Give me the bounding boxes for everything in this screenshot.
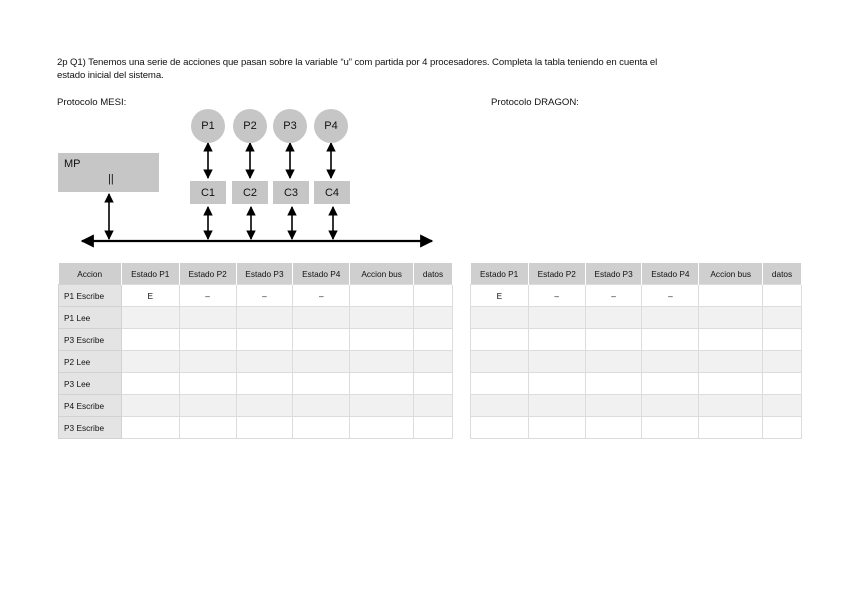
dragon-header-cell: datos — [763, 263, 802, 285]
mesi-row-label: P3 Escribe — [59, 329, 122, 351]
mesi-cell[interactable]: – — [236, 285, 293, 307]
mesi-cell[interactable] — [350, 307, 414, 329]
mesi-cell[interactable] — [179, 417, 236, 439]
dragon-cell[interactable] — [528, 373, 585, 395]
mesi-cell[interactable] — [179, 351, 236, 373]
mesi-cell[interactable] — [350, 395, 414, 417]
mesi-header-cell: Estado P4 — [293, 263, 350, 285]
processor-p1: P1 — [191, 109, 225, 143]
mesi-row-label: P3 Escribe — [59, 417, 122, 439]
mesi-cell[interactable] — [414, 395, 453, 417]
mesi-cell[interactable] — [293, 417, 350, 439]
mesi-cell[interactable]: E — [121, 285, 179, 307]
mesi-cell[interactable] — [121, 373, 179, 395]
dragon-cell[interactable] — [471, 417, 529, 439]
mesi-protocol-label: Protocolo MESI: — [57, 97, 127, 108]
dragon-table-row — [471, 307, 802, 329]
mesi-cell[interactable] — [414, 417, 453, 439]
mesi-header-cell: Accion — [59, 263, 122, 285]
dragon-table-row — [471, 351, 802, 373]
mesi-cell[interactable] — [236, 307, 293, 329]
mesi-cell[interactable] — [350, 329, 414, 351]
dragon-cell[interactable]: – — [528, 285, 585, 307]
dragon-cell[interactable] — [471, 395, 529, 417]
dragon-cell[interactable] — [763, 329, 802, 351]
cache-c1: C1 — [190, 181, 226, 204]
dragon-cell[interactable] — [699, 307, 763, 329]
cache-c3: C3 — [273, 181, 309, 204]
mesi-cell[interactable]: – — [293, 285, 350, 307]
dragon-cell[interactable] — [471, 307, 529, 329]
dragon-cell[interactable] — [763, 395, 802, 417]
mesi-header-cell: Estado P3 — [236, 263, 293, 285]
dragon-table-row — [471, 329, 802, 351]
dragon-cell[interactable] — [528, 351, 585, 373]
mesi-cell[interactable] — [414, 285, 453, 307]
mesi-table-row — [59, 373, 453, 395]
dragon-header-row — [471, 263, 802, 285]
dragon-table-row — [471, 395, 802, 417]
dragon-cell[interactable] — [528, 329, 585, 351]
mesi-cell[interactable] — [293, 351, 350, 373]
dragon-cell[interactable]: E — [471, 285, 529, 307]
dragon-header-cell: Estado P3 — [585, 263, 642, 285]
mesi-table-row — [59, 395, 453, 417]
mesi-table-row — [59, 351, 453, 373]
mesi-table-row — [59, 417, 453, 439]
mesi-header-row — [59, 263, 453, 285]
dragon-cell[interactable] — [763, 373, 802, 395]
dragon-cell[interactable] — [763, 351, 802, 373]
dragon-cell[interactable] — [642, 329, 699, 351]
dragon-protocol-label: Protocolo DRAGON: — [491, 97, 579, 108]
dragon-cell[interactable] — [642, 395, 699, 417]
memory-mark: || — [108, 173, 114, 185]
mesi-cell[interactable] — [179, 373, 236, 395]
mesi-cell[interactable] — [236, 373, 293, 395]
dragon-cell[interactable] — [699, 417, 763, 439]
dragon-cell[interactable] — [585, 329, 642, 351]
diagram-arrows — [0, 0, 848, 260]
dragon-cell[interactable] — [699, 395, 763, 417]
processor-p2: P2 — [233, 109, 267, 143]
mesi-header-cell: Estado P1 — [121, 263, 179, 285]
dragon-cell[interactable] — [471, 329, 529, 351]
memory-label: MP — [64, 158, 81, 170]
mesi-table-row — [59, 285, 453, 307]
processor-p4: P4 — [314, 109, 348, 143]
dragon-cell[interactable] — [585, 395, 642, 417]
mesi-cell[interactable] — [179, 329, 236, 351]
mesi-table-row — [59, 329, 453, 351]
main-memory-box — [58, 153, 159, 192]
mesi-cell[interactable] — [236, 417, 293, 439]
question-line-1: 2p Q1) Tenemos una serie de acciones que pasan sobre la variable “u” com partida por 4 procesadores. Completa la tabla teniendo en cuenta el — [57, 57, 658, 68]
dragon-cell[interactable] — [642, 373, 699, 395]
dragon-table-row — [471, 285, 802, 307]
mesi-cell[interactable] — [121, 417, 179, 439]
mesi-cell[interactable] — [236, 351, 293, 373]
mesi-cell[interactable] — [236, 395, 293, 417]
dragon-cell[interactable] — [763, 285, 802, 307]
mesi-cell[interactable] — [293, 395, 350, 417]
mesi-cell[interactable] — [293, 329, 350, 351]
dragon-cell[interactable] — [471, 373, 529, 395]
dragon-header-cell: Estado P4 — [642, 263, 699, 285]
mesi-cell[interactable] — [121, 395, 179, 417]
dragon-cell[interactable] — [763, 307, 802, 329]
dragon-cell[interactable] — [528, 395, 585, 417]
mesi-table — [58, 263, 453, 439]
dragon-cell[interactable] — [699, 329, 763, 351]
cache-c4: C4 — [314, 181, 350, 204]
cache-c2: C2 — [232, 181, 268, 204]
dragon-cell[interactable] — [528, 417, 585, 439]
dragon-header-cell: Estado P2 — [528, 263, 585, 285]
dragon-header-cell: Estado P1 — [471, 263, 529, 285]
mesi-cell[interactable] — [350, 351, 414, 373]
dragon-cell[interactable] — [528, 307, 585, 329]
dragon-header-cell: Accion bus — [699, 263, 763, 285]
question-line-2: estado inicial del sistema. — [57, 69, 164, 81]
processor-p3: P3 — [273, 109, 307, 143]
dragon-cell[interactable] — [699, 373, 763, 395]
mesi-cell[interactable] — [414, 329, 453, 351]
mesi-cell[interactable] — [293, 307, 350, 329]
dragon-cell[interactable] — [585, 351, 642, 373]
dragon-table — [470, 263, 802, 439]
mesi-cell[interactable] — [121, 329, 179, 351]
dragon-cell[interactable] — [585, 307, 642, 329]
mesi-row-label: P1 Escribe — [59, 285, 122, 307]
mesi-cell[interactable] — [179, 307, 236, 329]
mesi-cell[interactable] — [350, 285, 414, 307]
mesi-cell[interactable] — [414, 373, 453, 395]
mesi-cell[interactable] — [350, 373, 414, 395]
dragon-cell[interactable]: – — [642, 285, 699, 307]
dragon-table-row — [471, 373, 802, 395]
mesi-cell[interactable] — [414, 351, 453, 373]
mesi-cell[interactable] — [121, 307, 179, 329]
dragon-cell[interactable] — [642, 351, 699, 373]
mesi-row-label: P3 Lee — [59, 373, 122, 395]
mesi-header-cell: datos — [414, 263, 453, 285]
mesi-table-row — [59, 307, 453, 329]
dragon-cell[interactable] — [642, 307, 699, 329]
dragon-cell[interactable]: – — [585, 285, 642, 307]
dragon-cell[interactable] — [585, 373, 642, 395]
mesi-header-cell: Accion bus — [350, 263, 414, 285]
mesi-cell[interactable] — [121, 351, 179, 373]
mesi-row-label: P2 Lee — [59, 351, 122, 373]
mesi-row-label: P4 Escribe — [59, 395, 122, 417]
dragon-cell[interactable] — [642, 417, 699, 439]
mesi-row-label: P1 Lee — [59, 307, 122, 329]
dragon-cell[interactable] — [471, 351, 529, 373]
mesi-cell[interactable] — [236, 329, 293, 351]
dragon-cell[interactable] — [699, 351, 763, 373]
dragon-table-row — [471, 417, 802, 439]
mesi-cell[interactable]: – — [179, 285, 236, 307]
dragon-cell[interactable] — [585, 417, 642, 439]
mesi-cell[interactable] — [350, 417, 414, 439]
mesi-header-cell: Estado P2 — [179, 263, 236, 285]
mesi-cell[interactable] — [293, 373, 350, 395]
dragon-cell[interactable] — [699, 285, 763, 307]
dragon-cell[interactable] — [763, 417, 802, 439]
mesi-cell[interactable] — [179, 395, 236, 417]
mesi-cell[interactable] — [414, 307, 453, 329]
